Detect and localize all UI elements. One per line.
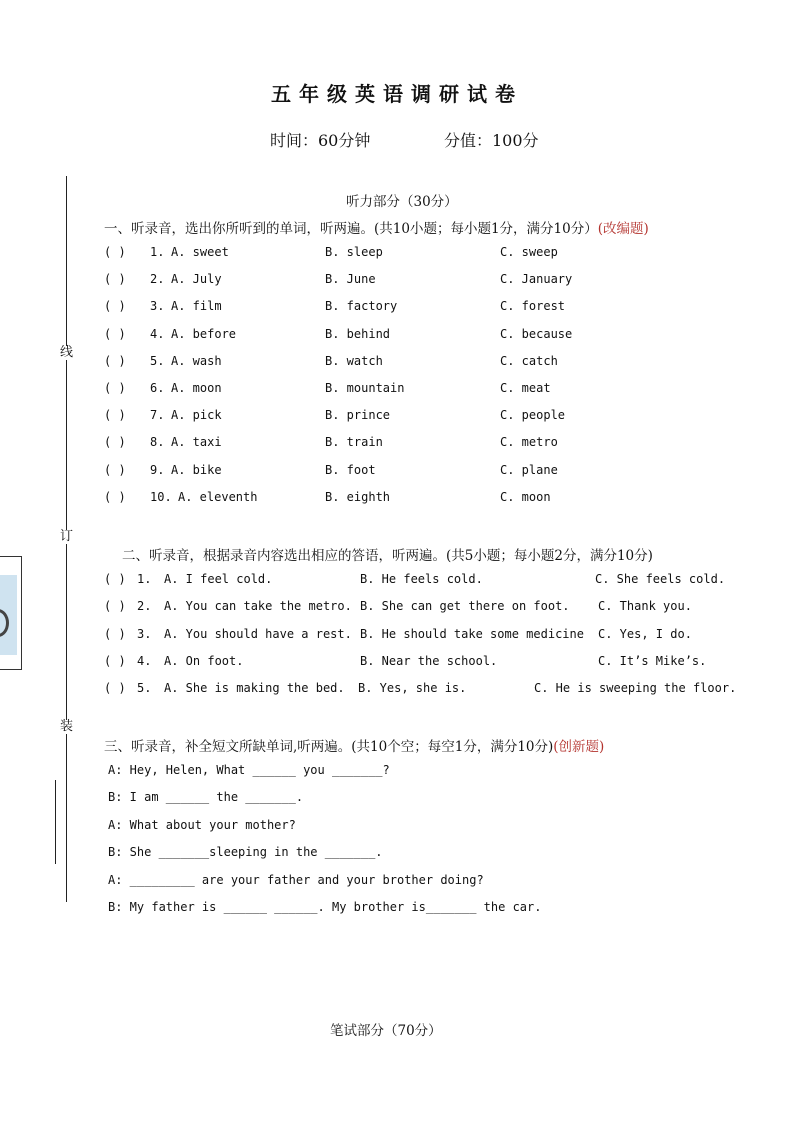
option-b: B. He should take some medicine: [360, 626, 584, 641]
option-c: C. metro: [500, 435, 558, 450]
dialogue-line: A: What about your mother?: [108, 817, 296, 832]
option-a: A. before: [171, 326, 237, 341]
question-number: 7.: [150, 408, 165, 423]
listening-heading: 听力部分（30分）: [346, 194, 458, 210]
option-a: A. You should have a rest.: [164, 626, 352, 641]
option-b: B. watch: [325, 353, 383, 368]
dialogue-line: B: She _______sleeping in the _______.: [108, 845, 383, 860]
option-a: A. She is making the bed.: [164, 681, 345, 696]
option-c: C. January: [500, 272, 573, 287]
answer-bracket[interactable]: ( ): [104, 245, 126, 259]
option-a: A. film: [171, 299, 222, 314]
question-row: [0, 654, 794, 674]
option-b: B. Near the school.: [360, 653, 498, 668]
question-row: [0, 490, 794, 510]
question-row: [0, 272, 794, 292]
question-row: [0, 245, 794, 265]
answer-bracket[interactable]: ( ): [104, 653, 126, 668]
option-a: A. taxi: [171, 435, 222, 450]
part1-title-text: 一、听录音，选出你所听到的单词，听两遍。(共10小题；每小题1分，满分10分）: [104, 221, 598, 237]
option-a: A. eleventh: [178, 489, 258, 504]
dialogue-line: B: My father is ______ ______. My brother is_______ the car.: [108, 900, 542, 914]
option-c: C. He is sweeping the floor.: [534, 681, 737, 696]
answer-bracket[interactable]: ( ): [104, 435, 126, 450]
option-c: C. meat: [500, 381, 551, 395]
question-row: [0, 354, 794, 374]
option-c: C. people: [500, 408, 566, 423]
option-b: B. sleep: [325, 245, 383, 259]
binding-char-zhuang: 装: [60, 719, 74, 734]
option-a: A. On foot.: [164, 653, 244, 668]
question-number: 4.: [137, 653, 152, 668]
option-a: A. I feel cold.: [164, 572, 273, 586]
question-row: [0, 681, 794, 701]
margin-short-line: [55, 780, 56, 864]
question-number: 8.: [150, 435, 165, 450]
option-c: C. Yes, I do.: [598, 626, 692, 641]
question-row: [0, 572, 794, 592]
question-row: [0, 627, 794, 647]
answer-bracket[interactable]: ( ): [104, 681, 126, 696]
option-a: A. bike: [171, 462, 222, 477]
question-row: [0, 463, 794, 483]
option-b: B. June: [325, 272, 376, 287]
question-row: [0, 435, 794, 455]
question-number: 6.: [150, 381, 165, 395]
option-c: C. plane: [500, 462, 558, 477]
dialogue-line: B: I am ______ the _______.: [108, 790, 304, 805]
option-c: C. Thank you.: [598, 599, 692, 614]
part3-title: [104, 735, 604, 755]
answer-bracket[interactable]: ( ): [104, 353, 126, 368]
question-number: 10.: [150, 489, 172, 504]
question-number: 1.: [137, 572, 152, 586]
question-number: 2.: [137, 599, 152, 614]
question-row: [0, 381, 794, 401]
option-a: A. July: [171, 272, 222, 287]
option-b: B. She can get there on foot.: [360, 599, 570, 614]
exam-score: 分值：100分: [444, 131, 539, 150]
option-a: A. You can take the metro.: [164, 599, 352, 614]
question-number: 1.: [150, 245, 165, 259]
dialogue-line: A: Hey, Helen, What ______ you _______?: [108, 763, 390, 777]
answer-bracket[interactable]: ( ): [104, 299, 126, 314]
option-b: B. train: [325, 435, 383, 450]
part1-title: [104, 217, 649, 237]
part1-tag: (改编题): [597, 221, 649, 237]
question-number: 2.: [150, 272, 165, 287]
answer-bracket[interactable]: ( ): [104, 572, 126, 586]
exam-time: 时间：60分钟: [270, 131, 371, 150]
option-a: A. wash: [171, 353, 222, 368]
answer-bracket[interactable]: ( ): [104, 599, 126, 614]
question-number: 5.: [137, 681, 152, 696]
answer-bracket[interactable]: ( ): [104, 408, 126, 423]
option-a: A. pick: [171, 408, 222, 423]
option-c: C. It’s Mike’s.: [598, 653, 707, 668]
part3-title-text: 三、听录音，补全短文所缺单词,听两遍。(共10个空；每空1分，满分10分): [104, 739, 554, 755]
option-c: C. She feels cold.: [595, 572, 726, 586]
option-c: C. catch: [500, 353, 558, 368]
option-b: B. Yes, she is.: [358, 681, 467, 696]
option-c: C. sweep: [500, 245, 558, 259]
option-b: B. foot: [325, 462, 376, 477]
part2-title: 二、听录音，根据录音内容选出相应的答语，听两遍。(共5小题；每小题2分，满分10分): [122, 548, 653, 564]
option-b: B. factory: [325, 299, 398, 314]
binding-char-xian: 线: [60, 345, 74, 360]
option-b: B. mountain: [325, 381, 405, 395]
option-c: C. because: [500, 326, 573, 341]
question-row: [0, 599, 794, 619]
answer-bracket[interactable]: ( ): [104, 626, 126, 641]
option-b: B. He feels cold.: [360, 572, 483, 586]
question-row: [0, 299, 794, 319]
answer-bracket[interactable]: ( ): [104, 272, 126, 287]
question-row: [0, 327, 794, 347]
answer-bracket[interactable]: ( ): [104, 462, 126, 477]
page-title: 五年级英语调研试卷: [271, 82, 523, 106]
dialogue-line: A: _________ are your father and your brother doing?: [108, 872, 484, 887]
question-number: 3.: [137, 626, 152, 641]
question-row: [0, 408, 794, 428]
option-b: B. eighth: [325, 489, 391, 504]
question-number: 3.: [150, 299, 165, 314]
question-number: 4.: [150, 326, 165, 341]
option-c: C. forest: [500, 299, 566, 314]
option-c: C. moon: [500, 489, 551, 504]
question-number: 9.: [150, 462, 165, 477]
answer-bracket[interactable]: ( ): [104, 489, 126, 504]
answer-bracket[interactable]: ( ): [104, 381, 126, 395]
option-a: A. moon: [171, 381, 222, 395]
answer-bracket[interactable]: ( ): [104, 326, 126, 341]
binding-char-ding: 订: [60, 529, 74, 544]
question-number: 5.: [150, 353, 165, 368]
option-a: A. sweet: [171, 245, 229, 259]
part3-tag: (创新题): [553, 739, 605, 755]
option-b: B. behind: [325, 326, 391, 341]
option-b: B. prince: [325, 408, 391, 423]
writing-heading: 笔试部分（70分）: [330, 1023, 442, 1039]
